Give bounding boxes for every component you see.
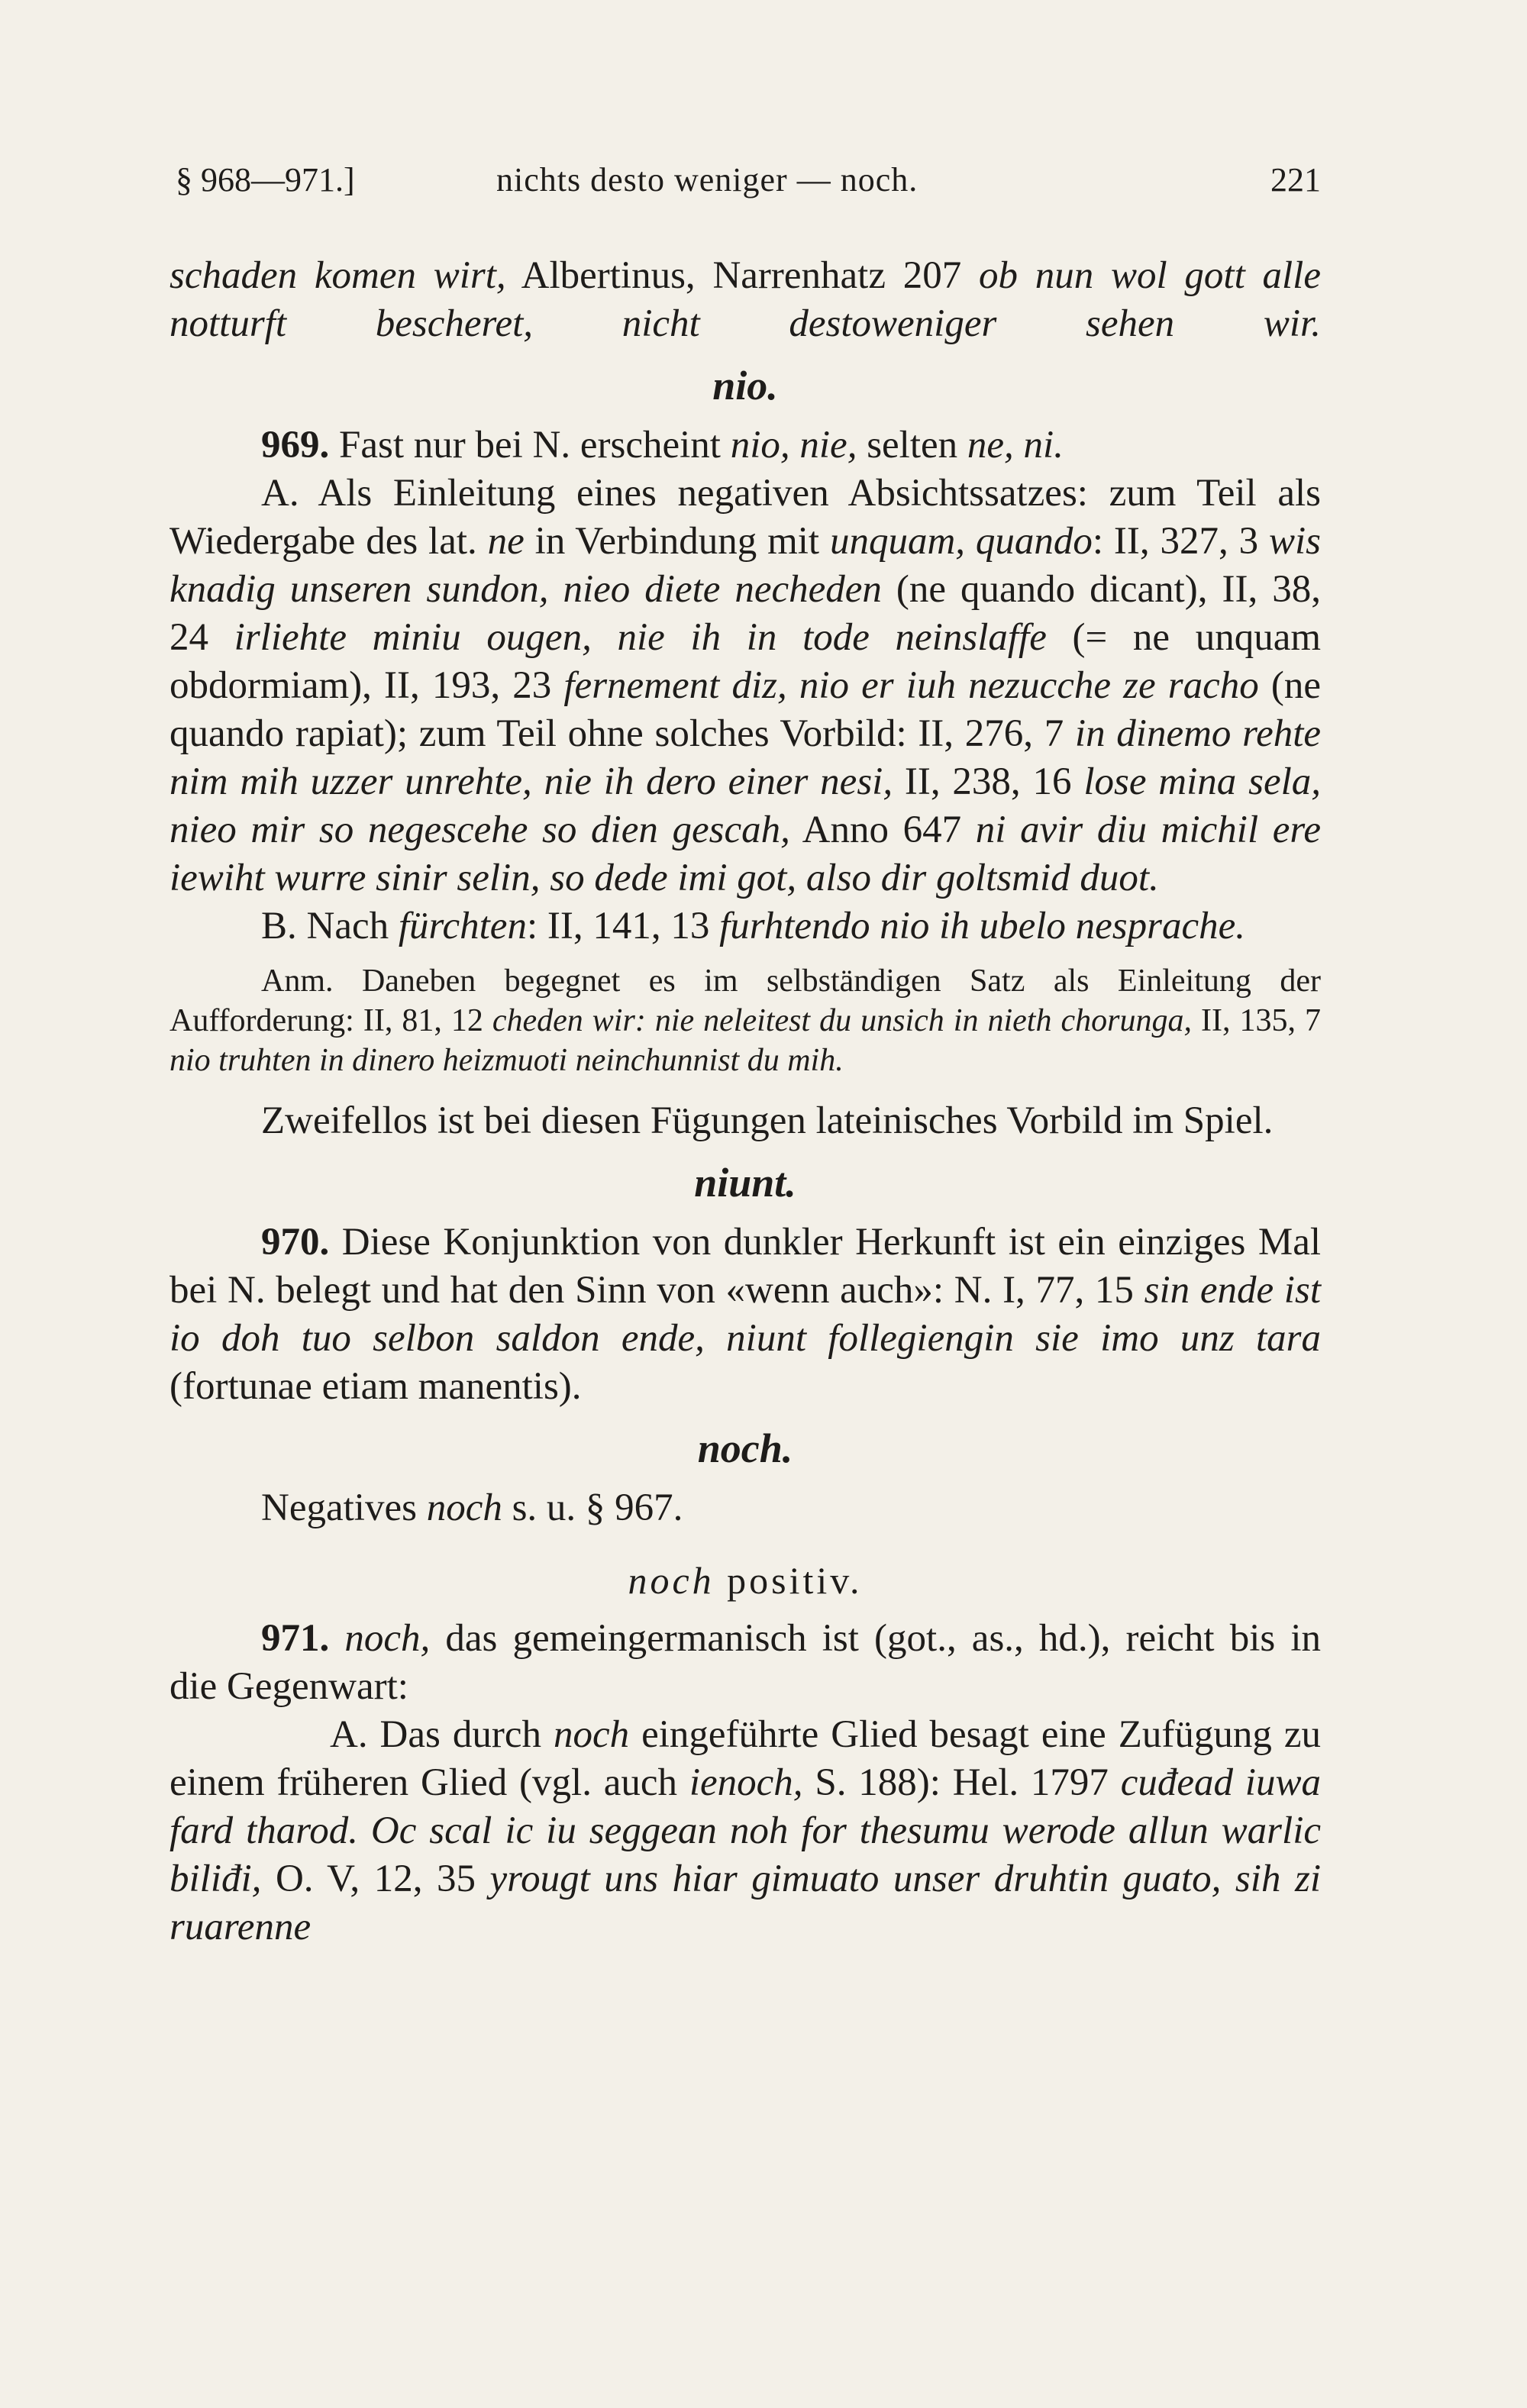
text-run: II, 238, 16 [893,760,1084,803]
text-run: O. V, 12, 35 [261,1858,490,1900]
italic-text-run: noch [628,1559,715,1602]
italic-text-run: ni avir diu michil ere iewiht wurre sinir selin, so dede imi got, also dir goltsmid duot. [169,809,1321,899]
section-range: § 968—971.] [176,161,355,199]
text-run: positiv. [714,1559,863,1602]
text-run: : II, 141, 13 [526,905,720,947]
text-run: s. u. § 967. [502,1486,683,1529]
italic-text-run: furhtendo nio ih ubelo nesprache. [719,905,1245,947]
italic-text-run: nio truhten in dinero heizmuoti neinchunnist du mih. [169,1043,844,1078]
italic-text-run: nio, nie, [730,424,857,466]
italic-text-run: yrougt uns hiar gimuato unser druhtin guato, sih zi ruarenne [169,1858,1321,1948]
subheading-noch-positiv [169,1554,1321,1607]
italic-text-run: irliehte miniu ougen, nie ih in tode neinslaffe [234,616,1047,659]
italic-text-run: noch [553,1713,630,1756]
italic-text-run: cuđead iuwa fard tharod. Oc scal ic iu seggean noh for thesumu werode allun warlic biliđi, [169,1761,1321,1900]
page-body [169,252,1321,1951]
text-run: Zweifellos ist bei diesen Fügungen lateinisches Vorbild im Spiel. [261,1099,1274,1142]
italic-text-run: fürchten [398,905,527,947]
text-run: Diese Konjunktion von dunkler Herkunft ist ein einziges Mal bei N. belegt und hat den Sinn von «wenn auch»: N. I, 77, 15 [169,1221,1321,1312]
paragraph-971 [169,1615,1321,1711]
text-run: Negatives [261,1486,427,1529]
running-title: nichts desto weniger — noch. [496,161,918,199]
italic-text-run: sin ende ist io doh tuo selbon saldon ende, niunt follegiengin sie imo unz tara [169,1269,1321,1360]
italic-text-run: noch, [344,1617,431,1660]
text-run [329,1617,344,1660]
italic-text-run: cheden wir: nie neleitest du unsich in nieth chorunga, [492,1003,1192,1038]
text-run: das gemeingermanisch ist (got., as., hd.), reicht bis in die Gegenwart: [169,1617,1321,1708]
text-run: selten [857,424,967,466]
paragraph-continuation [169,252,1321,348]
text-run: A. Als Einleitung eines negativen Absichtssatzes: zum Teil als Wiedergabe des lat. [169,472,1321,563]
text-run: (ne quando dicant), II, 38, 24 [169,568,1321,659]
text-run: eingeführte Glied besagt eine Zufügung zu einem früheren Glied (vgl. auch [169,1713,1321,1804]
italic-text-run: ne [487,520,525,563]
italic-text-run: wis knadig unseren sundon, nieo diete necheden [169,520,1321,611]
paragraph-970 [169,1219,1321,1411]
italic-text-run: fernement diz, nio er iuh nezucche ze racho [563,664,1259,707]
text-run: Anno 647 [789,809,976,851]
text-run: II, 135, 7 [1191,1003,1321,1038]
heading-niunt: niunt. [694,1160,796,1206]
italic-text-run: in dinemo rehte nim mih uzzer unrehte, nie ih dero einer nesi, [169,712,1322,803]
text-run: Albertinus, Narrenhatz 207 [505,254,979,297]
italic-text-run: unquam, quando [829,520,1093,563]
italic-text-run: lose mina sela, nieo mir so negescehe so dien gescah, [169,760,1321,851]
text-run: in Verbindung mit [524,520,830,563]
paragraph-conclusion [169,1097,1321,1145]
paragraph-negatives-noch [169,1484,1321,1532]
text-run: (ne quando rapiat); zum Teil ohne solches Vorbild: II, 276, 7 [169,664,1322,755]
paragraph-969-b [169,902,1321,951]
heading-nio: nio. [712,363,778,408]
text-run: Anm. Daneben begegnet es im selbständigen Satz als Einleitung der Aufforderung: II, 81, 12 [169,964,1321,1038]
text-run: (= ne unquam obdormiam), II, 193, 23 [169,616,1321,707]
paragraph-971-a [169,1711,1321,1951]
italic-text-run: ne, ni. [967,424,1064,466]
section-number: 971. [261,1617,330,1660]
italic-text-run: noch [426,1486,502,1529]
paragraph-969 [169,421,1321,470]
text-run: : II, 327, 3 [1092,520,1269,563]
running-header [176,160,1321,214]
annotation-anm [169,961,1321,1080]
text-run: A. Das durch [330,1713,554,1756]
italic-text-run: schaden komen wirt, [169,254,506,297]
heading-noch: noch. [697,1425,793,1471]
paragraph-969-a [169,470,1321,902]
text-run: B. Nach [261,905,399,947]
section-number: 970. [261,1221,330,1264]
italic-text-run: ob nun wol gott alle notturft bescheret, nicht destoweniger sehen wir. [169,254,1321,345]
text-run: (fortunae etiam manentis). [169,1365,582,1408]
section-number: 969. [261,424,330,466]
text-run: Fast nur bei N. erscheint [329,424,731,466]
page-number: 221 [1270,161,1321,199]
text-run: S. 188): Hel. 1797 [802,1761,1121,1804]
italic-text-run: ienoch, [689,1761,803,1804]
